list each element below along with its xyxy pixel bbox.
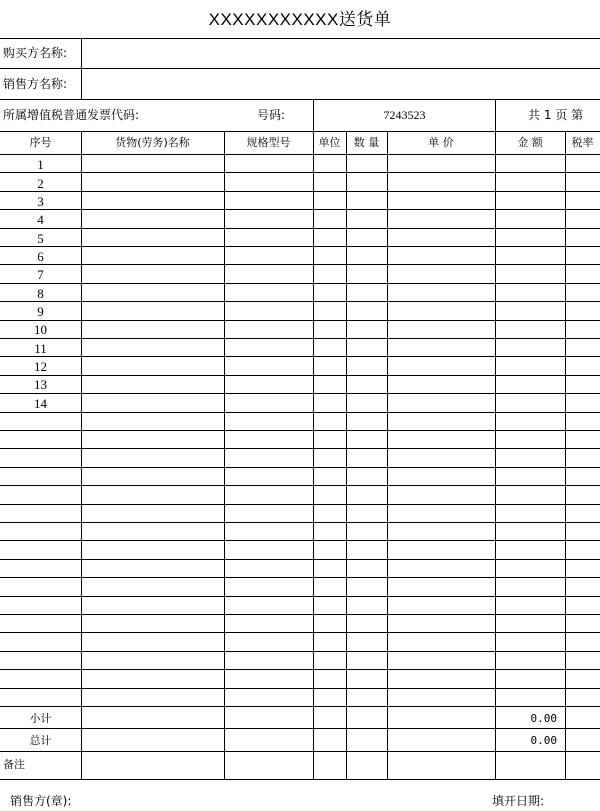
remark-label: 备注: [3, 758, 25, 771]
grid-row-line: [0, 779, 600, 780]
row-number: 8: [37, 286, 44, 301]
grid-row-line: [0, 209, 600, 210]
grid-row-line: [0, 375, 600, 376]
grid-row-line: [0, 577, 600, 578]
row-number: 9: [37, 304, 44, 319]
column-header-unit: 单位: [318, 136, 341, 149]
grid-row-line: [0, 651, 600, 652]
grid-column-line: [387, 131, 388, 779]
grid-row-line: [0, 596, 600, 597]
total-label: 总计: [29, 734, 52, 747]
grid-row-line: [0, 301, 600, 302]
row-number: 11: [34, 341, 47, 356]
grid-column-line: [224, 131, 225, 779]
grid-row-line: [0, 228, 600, 229]
grid-column-line: [346, 131, 347, 779]
fill-date-label: 填开日期:: [492, 794, 545, 808]
grid-row-line: [0, 320, 600, 321]
grid-row-line: [0, 688, 600, 689]
row-number: 3: [37, 194, 44, 209]
page-count: 共 1 页 第: [528, 108, 584, 122]
invoice-code-label: 所属增值税普通发票代码:: [3, 108, 140, 122]
grid-row-line: [0, 393, 600, 394]
grid-column-line: [81, 131, 82, 779]
rule-line: [0, 99, 600, 100]
grid-row-line: [0, 467, 600, 468]
row-number: 7: [37, 267, 44, 282]
grid-column-line: [313, 131, 314, 779]
grid-row-line: [0, 485, 600, 486]
row-number: 12: [34, 359, 47, 374]
column-header-unit-price: 单 价: [428, 136, 454, 149]
rule-line: [81, 38, 82, 99]
row-number: 4: [37, 212, 44, 227]
subtotal-amount: 0.00: [530, 712, 557, 725]
grid-row-line: [0, 412, 600, 413]
rule-line: [0, 131, 600, 132]
buyer-name-label: 购买方名称:: [3, 46, 68, 60]
grid-row-line: [0, 264, 600, 265]
column-header-index: 序号: [29, 136, 52, 149]
total-amount: 0.00: [530, 734, 557, 747]
row-number: 2: [37, 176, 44, 191]
invoice-number-label: 号码:: [257, 108, 286, 122]
column-header-goods: 货物(劳务)名称: [115, 136, 190, 149]
grid-row-line: [0, 504, 600, 505]
grid-row-line: [0, 246, 600, 247]
row-number: 10: [34, 322, 47, 337]
rule-line: [0, 68, 600, 69]
grid-row-line: [0, 751, 600, 752]
seller-seal-label: 销售方(章):: [10, 794, 72, 808]
grid-row-line: [0, 669, 600, 670]
grid-row-line: [0, 172, 600, 173]
grid-row-line: [0, 632, 600, 633]
invoice-number-value: 7243523: [383, 108, 426, 122]
column-header-tax-rate: 税率: [571, 136, 594, 149]
grid-row-line: [0, 191, 600, 192]
row-number: 13: [34, 377, 47, 392]
grid-row-line: [0, 614, 600, 615]
grid-row-line: [0, 430, 600, 431]
grid-row-line: [0, 522, 600, 523]
subtotal-label: 小计: [29, 712, 52, 725]
row-number: 14: [34, 396, 47, 411]
grid-row-line: [0, 448, 600, 449]
document-title: XXXXXXXXXXX送货单: [208, 10, 392, 29]
grid-row-line: [0, 706, 600, 707]
seller-name-label: 销售方名称:: [3, 77, 68, 91]
column-header-amount: 金 额: [517, 136, 543, 149]
grid-row-line: [0, 728, 600, 729]
rule-line: [0, 38, 600, 39]
grid-column-line: [565, 131, 566, 779]
row-number: 1: [37, 157, 44, 172]
grid-row-line: [0, 356, 600, 357]
column-header-spec: 规格型号: [246, 136, 291, 149]
grid-row-line: [0, 154, 600, 155]
grid-row-line: [0, 540, 600, 541]
grid-column-line: [495, 131, 496, 779]
grid-row-line: [0, 283, 600, 284]
column-header-quantity: 数 量: [353, 136, 380, 149]
row-number: 6: [37, 249, 44, 264]
grid-row-line: [0, 559, 600, 560]
grid-row-line: [0, 338, 600, 339]
rule-line: [495, 99, 496, 131]
row-number: 5: [37, 231, 44, 246]
